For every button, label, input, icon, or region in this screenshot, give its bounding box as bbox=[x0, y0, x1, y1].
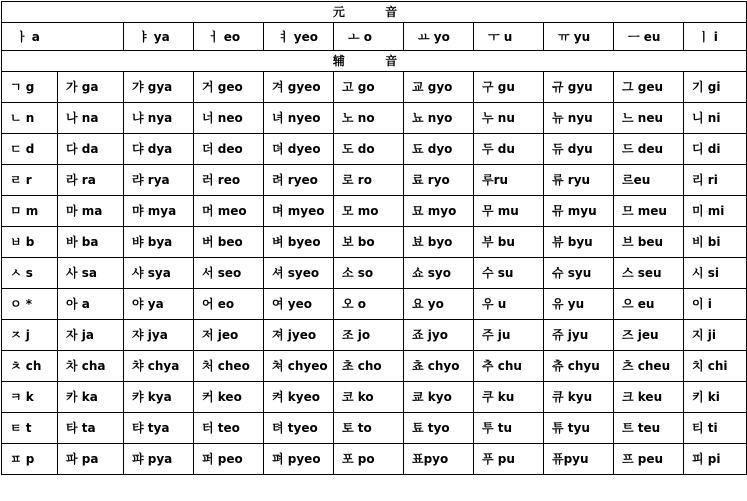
syllable-cell: 초 cho bbox=[334, 351, 404, 382]
syllable-cell: 쟈 jya bbox=[124, 320, 194, 351]
syllable-cell: 펴 pyeo bbox=[264, 444, 334, 475]
syllable-cell: 즈 jeu bbox=[614, 320, 684, 351]
syllable-cell: 기 gi bbox=[684, 72, 747, 103]
syllable-cell: 뮤 myu bbox=[544, 196, 614, 227]
syllable-cell: 슈 syu bbox=[544, 258, 614, 289]
syllable-cell: 더 deo bbox=[194, 134, 264, 165]
syllable-cell: 키 ki bbox=[684, 382, 747, 413]
syllable-cell: 냐 nya bbox=[124, 103, 194, 134]
syllable-cell: 트 teu bbox=[614, 413, 684, 444]
syllable-cell: 겨 gyeo bbox=[264, 72, 334, 103]
consonant-cell: ㅂ b bbox=[2, 227, 58, 258]
syllable-cell: 가 ga bbox=[58, 72, 124, 103]
consonant-row bbox=[2, 351, 747, 382]
syllable-cell: 파 pa bbox=[58, 444, 124, 475]
syllable-cell: 벼 byeo bbox=[264, 227, 334, 258]
syllable-cell: 스 seu bbox=[614, 258, 684, 289]
consonant-cell: ㅍ p bbox=[2, 444, 58, 475]
syllable-cell: 요 yo bbox=[404, 289, 474, 320]
syllable-cell: 루ru bbox=[474, 165, 544, 196]
syllable-cell: 누 nu bbox=[474, 103, 544, 134]
syllable-cell: 두 du bbox=[474, 134, 544, 165]
syllable-cell: 토 to bbox=[334, 413, 404, 444]
syllable-cell: 셔 syeo bbox=[264, 258, 334, 289]
syllable-cell: 묘 myo bbox=[404, 196, 474, 227]
syllable-cell: 코 ko bbox=[334, 382, 404, 413]
consonant-row bbox=[2, 289, 747, 320]
vowel-cell: ㅑ ya bbox=[124, 23, 194, 51]
vowel-row bbox=[2, 23, 747, 51]
syllable-cell: 다 da bbox=[58, 134, 124, 165]
vowel-cell: ㅠ yu bbox=[544, 23, 614, 51]
syllable-cell: 시 si bbox=[684, 258, 747, 289]
syllable-cell: 추 chu bbox=[474, 351, 544, 382]
syllable-cell: 텨 tyeo bbox=[264, 413, 334, 444]
syllable-cell: 류 ryu bbox=[544, 165, 614, 196]
hangul-chart bbox=[1, 1, 747, 475]
syllable-cell: 퍼 peo bbox=[194, 444, 264, 475]
syllable-cell: 소 so bbox=[334, 258, 404, 289]
syllable-cell: 차 cha bbox=[58, 351, 124, 382]
syllable-cell: 됴 dyo bbox=[404, 134, 474, 165]
syllable-cell: 투 tu bbox=[474, 413, 544, 444]
syllable-cell: 오 o bbox=[334, 289, 404, 320]
consonant-row bbox=[2, 72, 747, 103]
syllable-cell: 퍄 pya bbox=[124, 444, 194, 475]
syllable-cell: 푸 pu bbox=[474, 444, 544, 475]
syllable-cell: 켜 kyeo bbox=[264, 382, 334, 413]
syllable-cell: 뵤 byo bbox=[404, 227, 474, 258]
syllable-cell: 교 gyo bbox=[404, 72, 474, 103]
syllable-cell: 듀 dyu bbox=[544, 134, 614, 165]
syllable-cell: 여 yeo bbox=[264, 289, 334, 320]
syllable-cell: 려 ryeo bbox=[264, 165, 334, 196]
syllable-cell: 서 seo bbox=[194, 258, 264, 289]
consonant-row bbox=[2, 258, 747, 289]
vowel-cell: ㅕ yeo bbox=[264, 23, 334, 51]
consonant-cell: ㅊ ch bbox=[2, 351, 58, 382]
consonant-header: 辅 音 bbox=[2, 51, 747, 72]
syllable-cell: 마 ma bbox=[58, 196, 124, 227]
consonant-cell: ㄴ n bbox=[2, 103, 58, 134]
syllable-cell: 거 geo bbox=[194, 72, 264, 103]
syllable-cell: 뎌 dyeo bbox=[264, 134, 334, 165]
syllable-cell: 랴 rya bbox=[124, 165, 194, 196]
vowel-cell: ㅜ u bbox=[474, 23, 544, 51]
syllable-cell: 버 beo bbox=[194, 227, 264, 258]
consonant-row bbox=[2, 320, 747, 351]
vowel-header: 元 音 bbox=[2, 2, 747, 23]
syllable-cell: 쿠 ku bbox=[474, 382, 544, 413]
syllable-cell: 죠 jyo bbox=[404, 320, 474, 351]
syllable-cell: 치 chi bbox=[684, 351, 747, 382]
syllable-cell: 미 mi bbox=[684, 196, 747, 227]
syllable-cell: 르eu bbox=[614, 165, 684, 196]
syllable-cell: 챠 chya bbox=[124, 351, 194, 382]
vowel-cell: ㅛ yo bbox=[404, 23, 474, 51]
syllable-cell: 부 bu bbox=[474, 227, 544, 258]
syllable-cell: 퓨pyu bbox=[544, 444, 614, 475]
consonant-row bbox=[2, 227, 747, 258]
syllable-cell: 느 neu bbox=[614, 103, 684, 134]
syllable-cell: 카 ka bbox=[58, 382, 124, 413]
vowel-cell: ㅡ eu bbox=[614, 23, 684, 51]
consonant-cell: ㅅ s bbox=[2, 258, 58, 289]
syllable-cell: 머 meo bbox=[194, 196, 264, 227]
syllable-cell: 커 keo bbox=[194, 382, 264, 413]
syllable-cell: 구 gu bbox=[474, 72, 544, 103]
consonant-cell: ㅇ * bbox=[2, 289, 58, 320]
syllable-cell: 바 ba bbox=[58, 227, 124, 258]
syllable-cell: 샤 sya bbox=[124, 258, 194, 289]
syllable-cell: 처 cheo bbox=[194, 351, 264, 382]
syllable-cell: 사 sa bbox=[58, 258, 124, 289]
syllable-cell: 라 ra bbox=[58, 165, 124, 196]
syllable-cell: 크 keu bbox=[614, 382, 684, 413]
syllable-cell: 툐 tyo bbox=[404, 413, 474, 444]
syllable-cell: 므 meu bbox=[614, 196, 684, 227]
syllable-cell: 조 jo bbox=[334, 320, 404, 351]
syllable-cell: 댜 dya bbox=[124, 134, 194, 165]
syllable-cell: 탸 tya bbox=[124, 413, 194, 444]
syllable-cell: 보 bo bbox=[334, 227, 404, 258]
syllable-cell: 그 geu bbox=[614, 72, 684, 103]
syllable-cell: 쇼 syo bbox=[404, 258, 474, 289]
vowel-cell: ㅏ a bbox=[2, 23, 124, 51]
syllable-cell: 쵸 chyo bbox=[404, 351, 474, 382]
syllable-cell: 쥬 jyu bbox=[544, 320, 614, 351]
syllable-cell: 져 jyeo bbox=[264, 320, 334, 351]
consonant-cell: ㄹ r bbox=[2, 165, 58, 196]
syllable-cell: 쳐 chyeo bbox=[264, 351, 334, 382]
syllable-cell: 으 eu bbox=[614, 289, 684, 320]
consonant-cell: ㅈ j bbox=[2, 320, 58, 351]
consonant-row bbox=[2, 134, 747, 165]
consonant-row bbox=[2, 165, 747, 196]
consonant-row bbox=[2, 103, 747, 134]
syllable-cell: 타 ta bbox=[58, 413, 124, 444]
syllable-cell: 갸 gya bbox=[124, 72, 194, 103]
syllable-cell: 표pyo bbox=[404, 444, 474, 475]
consonant-cell: ㅁ m bbox=[2, 196, 58, 227]
syllable-cell: 어 eo bbox=[194, 289, 264, 320]
syllable-cell: 료 ryo bbox=[404, 165, 474, 196]
syllable-cell: 며 myeo bbox=[264, 196, 334, 227]
syllable-cell: 먀 mya bbox=[124, 196, 194, 227]
vowel-cell: ㅗ o bbox=[334, 23, 404, 51]
syllable-cell: 디 di bbox=[684, 134, 747, 165]
syllable-cell: 나 na bbox=[58, 103, 124, 134]
syllable-cell: 러 reo bbox=[194, 165, 264, 196]
syllable-cell: 튜 tyu bbox=[544, 413, 614, 444]
syllable-cell: 이 i bbox=[684, 289, 747, 320]
syllable-cell: 뷰 byu bbox=[544, 227, 614, 258]
syllable-cell: 저 jeo bbox=[194, 320, 264, 351]
syllable-cell: 지 ji bbox=[684, 320, 747, 351]
syllable-cell: 드 deu bbox=[614, 134, 684, 165]
syllable-cell: 뉴 nyu bbox=[544, 103, 614, 134]
chart-body bbox=[2, 2, 747, 475]
syllable-cell: 티 ti bbox=[684, 413, 747, 444]
syllable-cell: 터 teo bbox=[194, 413, 264, 444]
consonant-row bbox=[2, 382, 747, 413]
syllable-cell: 프 peu bbox=[614, 444, 684, 475]
syllable-cell: 쿄 kyo bbox=[404, 382, 474, 413]
consonant-row bbox=[2, 444, 747, 475]
syllable-cell: 모 mo bbox=[334, 196, 404, 227]
consonant-cell: ㅋ k bbox=[2, 382, 58, 413]
syllable-cell: 고 go bbox=[334, 72, 404, 103]
consonant-cell: ㄷ d bbox=[2, 134, 58, 165]
syllable-cell: 츄 chyu bbox=[544, 351, 614, 382]
syllable-cell: 리 ri bbox=[684, 165, 747, 196]
syllable-cell: 자 ja bbox=[58, 320, 124, 351]
syllable-cell: 비 bi bbox=[684, 227, 747, 258]
syllable-cell: 캬 kya bbox=[124, 382, 194, 413]
syllable-cell: 로 ro bbox=[334, 165, 404, 196]
syllable-cell: 츠 cheu bbox=[614, 351, 684, 382]
vowel-cell: ㅓ eo bbox=[194, 23, 264, 51]
syllable-cell: 우 u bbox=[474, 289, 544, 320]
consonant-cell: ㅌ t bbox=[2, 413, 58, 444]
syllable-cell: 무 mu bbox=[474, 196, 544, 227]
syllable-cell: 수 su bbox=[474, 258, 544, 289]
syllable-cell: 뇨 nyo bbox=[404, 103, 474, 134]
syllable-cell: 유 yu bbox=[544, 289, 614, 320]
syllable-cell: 녀 nyeo bbox=[264, 103, 334, 134]
consonant-row bbox=[2, 196, 747, 227]
syllable-cell: 야 ya bbox=[124, 289, 194, 320]
syllable-cell: 노 no bbox=[334, 103, 404, 134]
syllable-cell: 큐 kyu bbox=[544, 382, 614, 413]
consonant-cell: ㄱ g bbox=[2, 72, 58, 103]
consonant-row bbox=[2, 413, 747, 444]
syllable-cell: 규 gyu bbox=[544, 72, 614, 103]
syllable-cell: 뱌 bya bbox=[124, 227, 194, 258]
syllable-cell: 니 ni bbox=[684, 103, 747, 134]
syllable-cell: 브 beu bbox=[614, 227, 684, 258]
syllable-cell: 도 do bbox=[334, 134, 404, 165]
vowel-cell: ㅣ i bbox=[684, 23, 747, 51]
syllable-cell: 피 pi bbox=[684, 444, 747, 475]
syllable-cell: 주 ju bbox=[474, 320, 544, 351]
syllable-cell: 너 neo bbox=[194, 103, 264, 134]
syllable-cell: 아 a bbox=[58, 289, 124, 320]
syllable-cell: 포 po bbox=[334, 444, 404, 475]
